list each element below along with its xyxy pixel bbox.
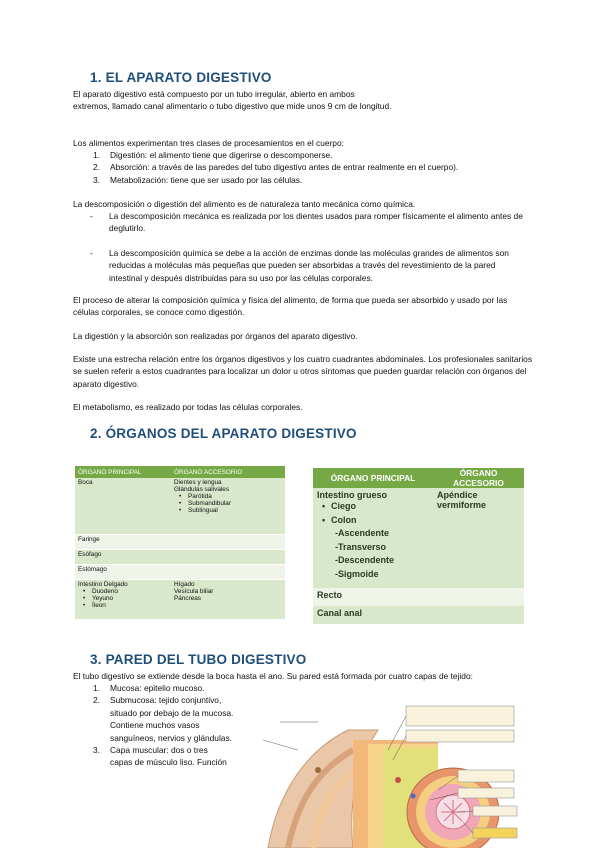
decomposition-intro: La descomposición o digestión del alimento es de naturaleza tanto mecánica como química. xyxy=(73,199,416,209)
table-row: Esófago xyxy=(75,549,285,564)
list-item: 2. Absorción: a través de las paredes del tubo digestivo antes de entrar realmente en el cuerpo). xyxy=(93,162,459,173)
table-header: ÓRGANO PRINCIPAL xyxy=(75,466,171,478)
organs-table-1 xyxy=(75,466,285,620)
list-item: 2. Submucosa: tejido conjuntivo, situado por debajo de la mucosa. Contiene muchos vasos sanguíneos, nervios y glándulas. xyxy=(93,695,234,743)
table-row: Intestino grueso • Ciego • Colon -Ascendente -Transverso -Descendente -Sigmoide Apéndice vermiforme xyxy=(313,488,524,588)
organs-table-2 xyxy=(313,468,524,624)
list-item: • Parótida xyxy=(179,493,282,500)
table-header: ÓRGANO ACCESORIO xyxy=(433,468,524,488)
list-item: • Íleon xyxy=(83,602,168,609)
table-row: Intestino Delgado • Duodeno • Yeyuno • Íleon Hígado Vesícula biliar Páncreas xyxy=(75,579,285,619)
decomposition-list xyxy=(90,210,530,296)
metabolism-paragraph: El metabolismo, es realizado por todas las células corporales. xyxy=(73,402,303,412)
table-row: Estómago xyxy=(75,564,285,579)
table-header: ÓRGANO ACCESORIO xyxy=(171,466,285,478)
list-item: • Colon xyxy=(322,514,429,528)
list-item: 3. Metabolización: tiene que ser usado por las células. xyxy=(93,174,303,185)
list-item: • Duodeno xyxy=(83,588,168,595)
section-2-heading: 2. ÓRGANOS DEL APARATO DIGESTIVO xyxy=(90,426,357,441)
list-item: 3. Capa muscular: dos o tres capas de músculo liso. Función xyxy=(93,745,227,768)
quadrants-paragraph: Existe una estrecha relación entre los órganos digestivos y los cuatro cuadrantes abdominales. Los profesionales sanitarios se suelen referir a estos cuadrantes para localizar un dolor u otros síntomas que pueden guardar relación con órganos del aparato digestivo. xyxy=(73,354,533,389)
list-item: - La descomposición mecánica es realizada por los dientes usados para romper físicamente el alimento antes de deglutirlo. xyxy=(90,211,523,234)
section-1-heading: 1. EL APARATO DIGESTIVO xyxy=(90,70,272,85)
layers-list xyxy=(93,682,273,769)
list-item: • Ciego xyxy=(322,500,429,514)
table-row: Canal anal xyxy=(313,606,524,624)
table-row: Boca Dientes y lengua Glándulas salivales • Parótida • Submandibular • Sublingual xyxy=(75,478,285,534)
digestive-wall-illustration xyxy=(258,700,520,848)
organs-paragraph: La digestión y la absorción son realizadas por órganos del aparato digestivo. xyxy=(73,331,358,341)
list-item: 1. Mucosa: epitelio mucoso. xyxy=(93,683,205,693)
list-item: 1. Digestión: el alimento tiene que digerirse o descomponerse. xyxy=(93,150,333,160)
table-header: ÓRGANO PRINCIPAL xyxy=(313,468,433,488)
list-item: • Sublingual xyxy=(179,507,282,514)
list-item: • Submandibular xyxy=(179,500,282,507)
section-3-heading: 3. PARED DEL TUBO DIGESTIVO xyxy=(90,652,307,667)
list-item: • Yeyuno xyxy=(83,595,168,602)
processes-intro: Los alimentos experimentan tres clases de procesamientos en el cuerpo: xyxy=(73,138,344,148)
processes-list xyxy=(93,149,543,186)
process-paragraph: El proceso de alterar la composición química y física del alimento, de forma que pueda ser absorbido y usado por las células corporales, se conoce como digestión. xyxy=(73,295,508,318)
section-3-intro: El tubo digestivo se extiende desde la boca hasta el ano. Su pared está formada por cuatro capas de tejido: xyxy=(73,671,473,681)
table-row: Faringe xyxy=(75,534,285,549)
list-item: - La descomposición química se debe a la acción de enzimas donde las moléculas grandes de alimentos son reducidas a moléculas más pequeñas que pueden ser absorbidas a través del revestimiento de la pared intestinal y después distribuidas para su uso por las células corporales. xyxy=(90,247,509,283)
table-row: Recto xyxy=(313,588,524,606)
section-1-intro: El aparato digestivo está compuesto por un tubo irregular, abierto en ambos extremos, llamado canal alimentario o tubo digestivo que mide unos 9 cm de longitud. xyxy=(73,89,392,112)
